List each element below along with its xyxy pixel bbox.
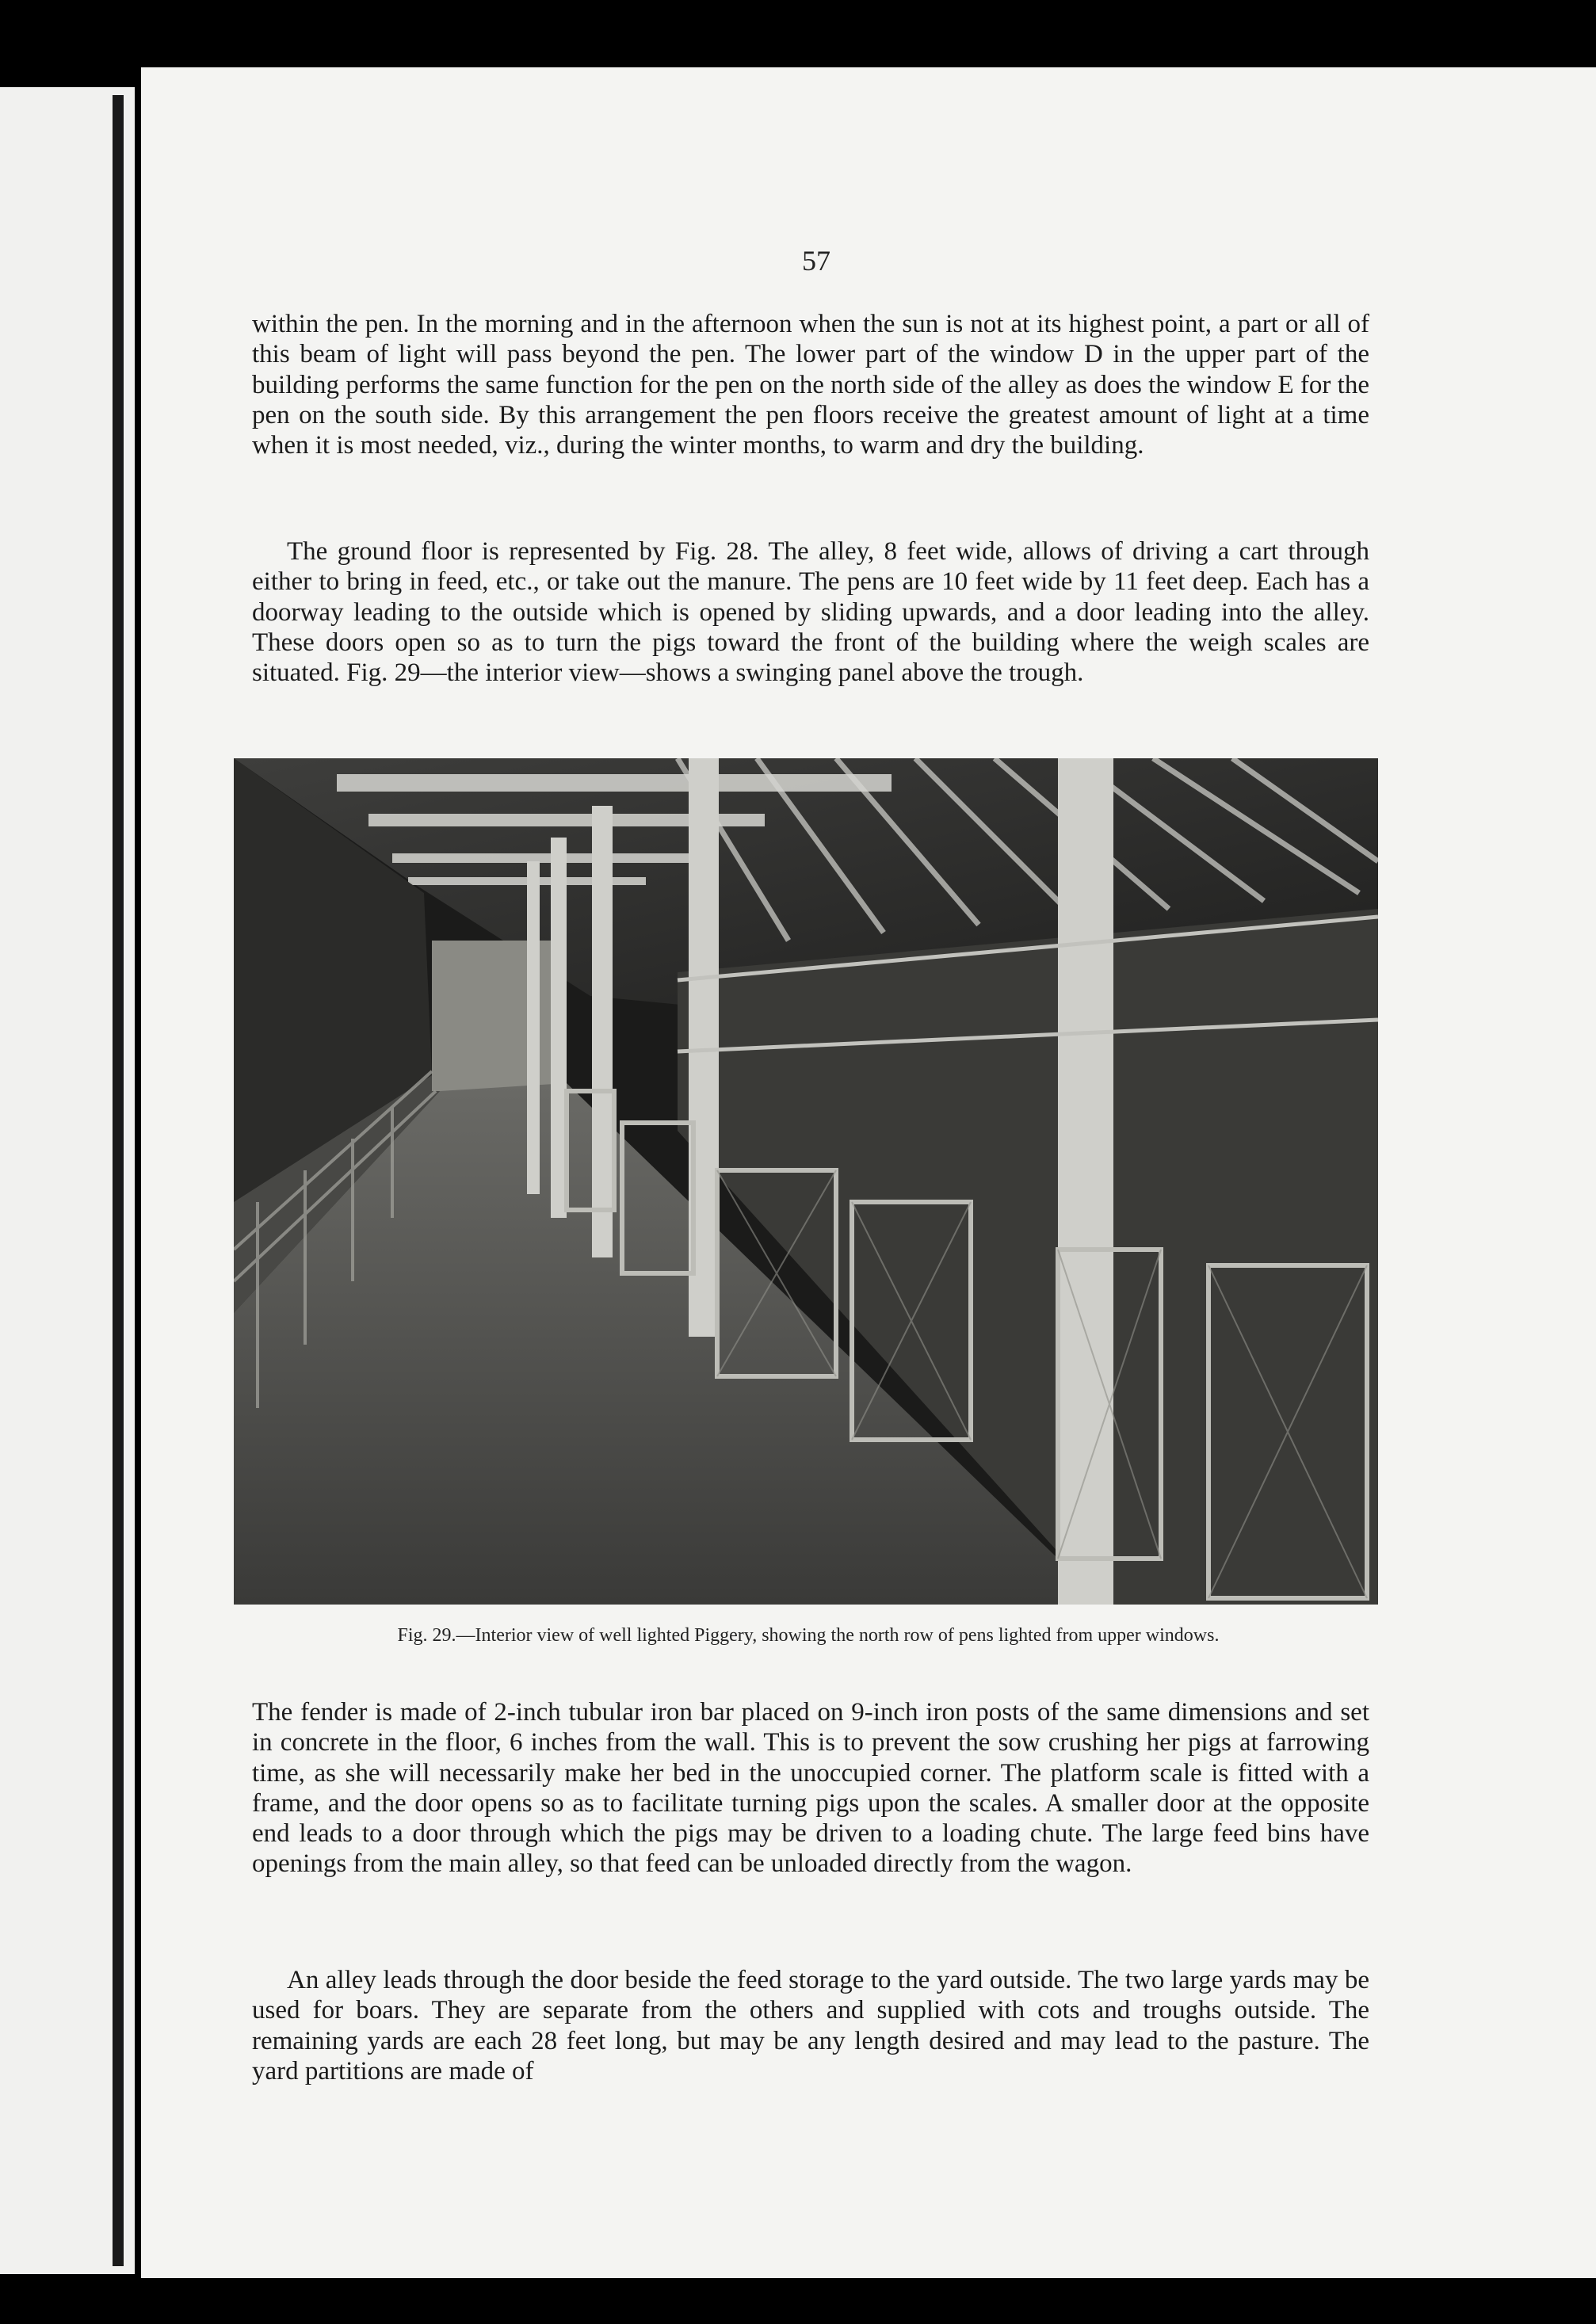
figure-caption: Fig. 29.—Interior view of well lighted Piggery, showing the north row of pens lighted from upper windows. <box>397 1625 1220 1646</box>
paragraph-3: The fender is made of 2-inch tubular iron bar placed on 9-inch iron posts of the same dimensions and set in concrete in the floor, 6 inches from the wall. This is to prevent the sow crushing her pigs at farrowing time, as she will necessarily make her bed in the unoccupied corner. The platform scale is fitted with a frame, and the door opens so as to facilitate turning pigs upon the scales. A smaller door at the opposite end leads to a door through which the pigs may be driven to a loading chute. The large feed bins have openings from the main alley, so that feed can be unloaded directly from the wagon. <box>252 1698 1369 1879</box>
piggery-interior-photo <box>234 758 1378 1605</box>
binding-shadow <box>113 95 124 2266</box>
paragraph-4: An alley leads through the door beside the feed storage to the yard outside. The two large yards may be used for boars. They are separate from the others and supplied with cots and troughs outside. The remaining yards are each 28 feet long, but may be any length desired and may lead to the pasture. The yard partitions are made of <box>252 1966 1369 2085</box>
page-number: 57 <box>802 245 830 277</box>
paragraph-1: within the pen. In the morning and in the afternoon when the sun is not at its highest point, a part or all of this beam of light will pass beyond the pen. The lower part of the window D in the upper part of the building performs the same function for the pen on the north side of the alley as does the window E for the pen on the south side. By this arrangement the pen floors receive the greatest amount of light at a time when it is most needed, viz., during the winter months, to warm and dry the building. <box>252 310 1369 460</box>
paragraph-2: The ground floor is represented by Fig. 28. The alley, 8 feet wide, allows of driving a cart through either to bring in feed, etc., or take out the manure. The pens are 10 feet wide by 11 feet deep. Each has a doorway leading to the outside which is opened by sliding upwards, and a door leading into the alley. These doors open so as to turn the pigs toward the front of the building where the weigh scales are situated. Fig. 29—the interior view—shows a swinging panel above the trough. <box>252 537 1369 688</box>
